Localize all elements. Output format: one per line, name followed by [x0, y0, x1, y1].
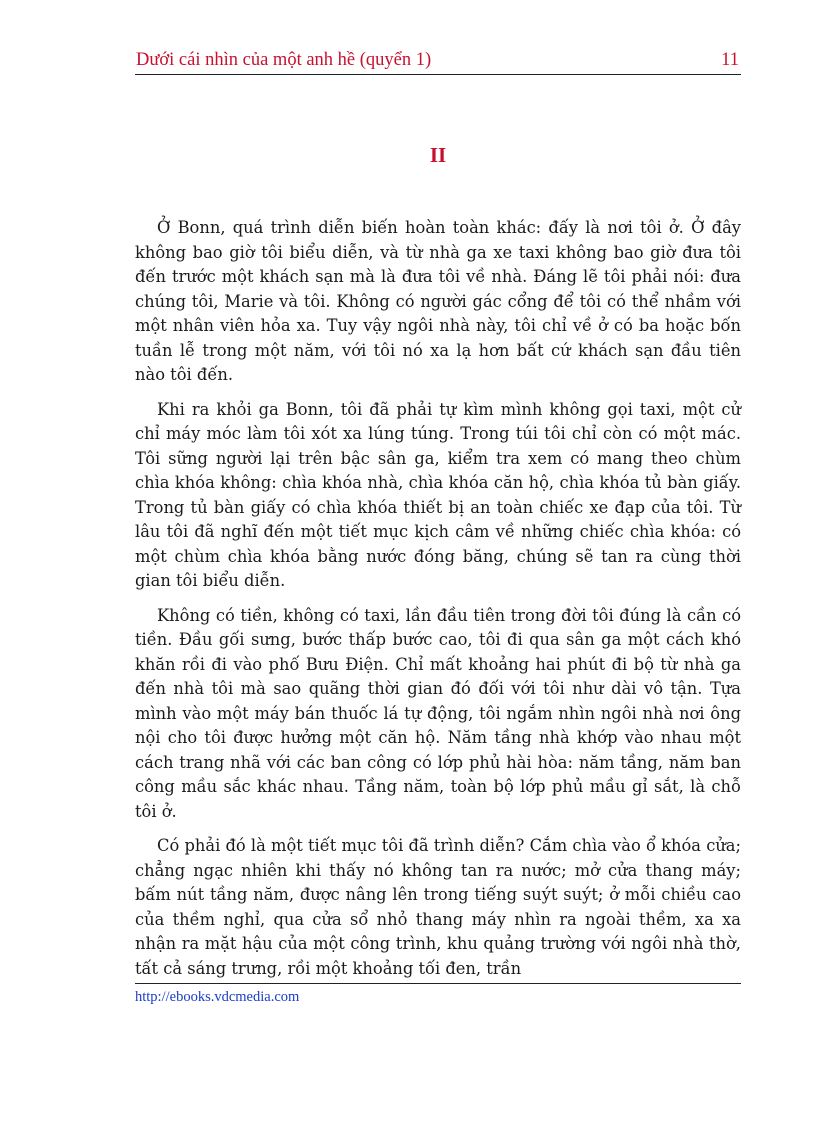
- chapter-heading: II: [429, 143, 447, 167]
- page-number: 11: [721, 50, 739, 70]
- page-header: [135, 50, 741, 75]
- paragraph: Có phải đó là một tiết mục tôi đã trình diễn? Cắm chìa vào ổ khóa cửa; chẳng ngạc nhiên khi thấy nó không tan ra nước; mở cửa thang máy; bấm nút tầng năm, được nâng lên trong tiếng suýt suýt; ở mỗi chiều cao của thềm nghỉ, qua cửa sổ nhỏ thang máy nhìn ra ngoài thềm, xa xa nhận ra mặt hậu của một công trình, khu quảng trường với ngôi nhà thờ, tất cả sáng trưng, rồi một khoảng tối đen, trần: [135, 836, 741, 978]
- paragraph: Không có tiền, không có taxi, lần đầu tiên trong đời tôi đúng là cần có tiền. Đầu gối sưng, bước thấp bước cao, tôi đi qua sân ga một cách khó khăn rồi đi vào phố Bưu Điện. Chỉ mất khoảng hai phút đi bộ từ nhà ga đến nhà tôi mà sao quãng thời gian đó đối với tôi như dài vô tận. Tựa mình vào một máy bán thuốc lá tự động, tôi ngắm nhìn ngôi nhà nơi ông nội cho tôi được hưởng một căn hộ. Năm tầng nhà khớp vào nhau một cách trang nhã với các ban công có lớp phủ hài hòa: năm tầng, năm ban công mầu sắc khác nhau. Tầng năm, toàn bộ lớp phủ mầu gỉ sắt, là chỗ tôi ở.: [135, 605, 741, 821]
- running-title: Dưới cái nhìn của một anh hề (quyển 1): [136, 50, 432, 70]
- page-footer: [135, 983, 741, 1006]
- footer-link[interactable]: http://ebooks.vdcmedia.com: [135, 989, 300, 1005]
- paragraph: Khi ra khỏi ga Bonn, tôi đã phải tự kìm mình không gọi taxi, một cử chỉ máy móc làm tôi xót xa lúng túng. Trong túi tôi chỉ còn có một mác. Tôi sững người lại trên bậc sân ga, kiểm tra xem có mang theo chùm chìa khóa không: chìa khóa nhà, chìa khóa căn hộ, chìa khóa tủ bàn giấy. Trong tủ bàn giấy có chìa khóa thiết bị an toàn chiếc xe đạp của tôi. Từ lâu tôi đã nghĩ đến một tiết mục kịch câm về những chiếc chìa khóa: có một chùm chìa khóa bằng nước đóng băng, chúng sẽ tan ra cùng thời gian tôi biểu diễn.: [135, 399, 741, 590]
- paragraph: Ở Bonn, quá trình diễn biến hoàn toàn khác: đấy là nơi tôi ở. Ở đây không bao giờ tôi biểu diễn, và từ nhà ga xe taxi không bao giờ đưa tôi đến trước một khách sạn mà là đưa tôi về nhà. Đáng lẽ tôi phải nói: đưa chúng tôi, Marie và tôi. Không có người gác cổng để tôi có thể nhầm với một nhân viên hỏa xa. Tuy vậy ngôi nhà này, tôi chỉ về ở có ba hoặc bốn tuần lễ trong một năm, với tôi nó xa lạ hơn bất cứ khách sạn đầu tiên nào tôi đến.: [135, 218, 741, 384]
- body-text: [135, 216, 741, 991]
